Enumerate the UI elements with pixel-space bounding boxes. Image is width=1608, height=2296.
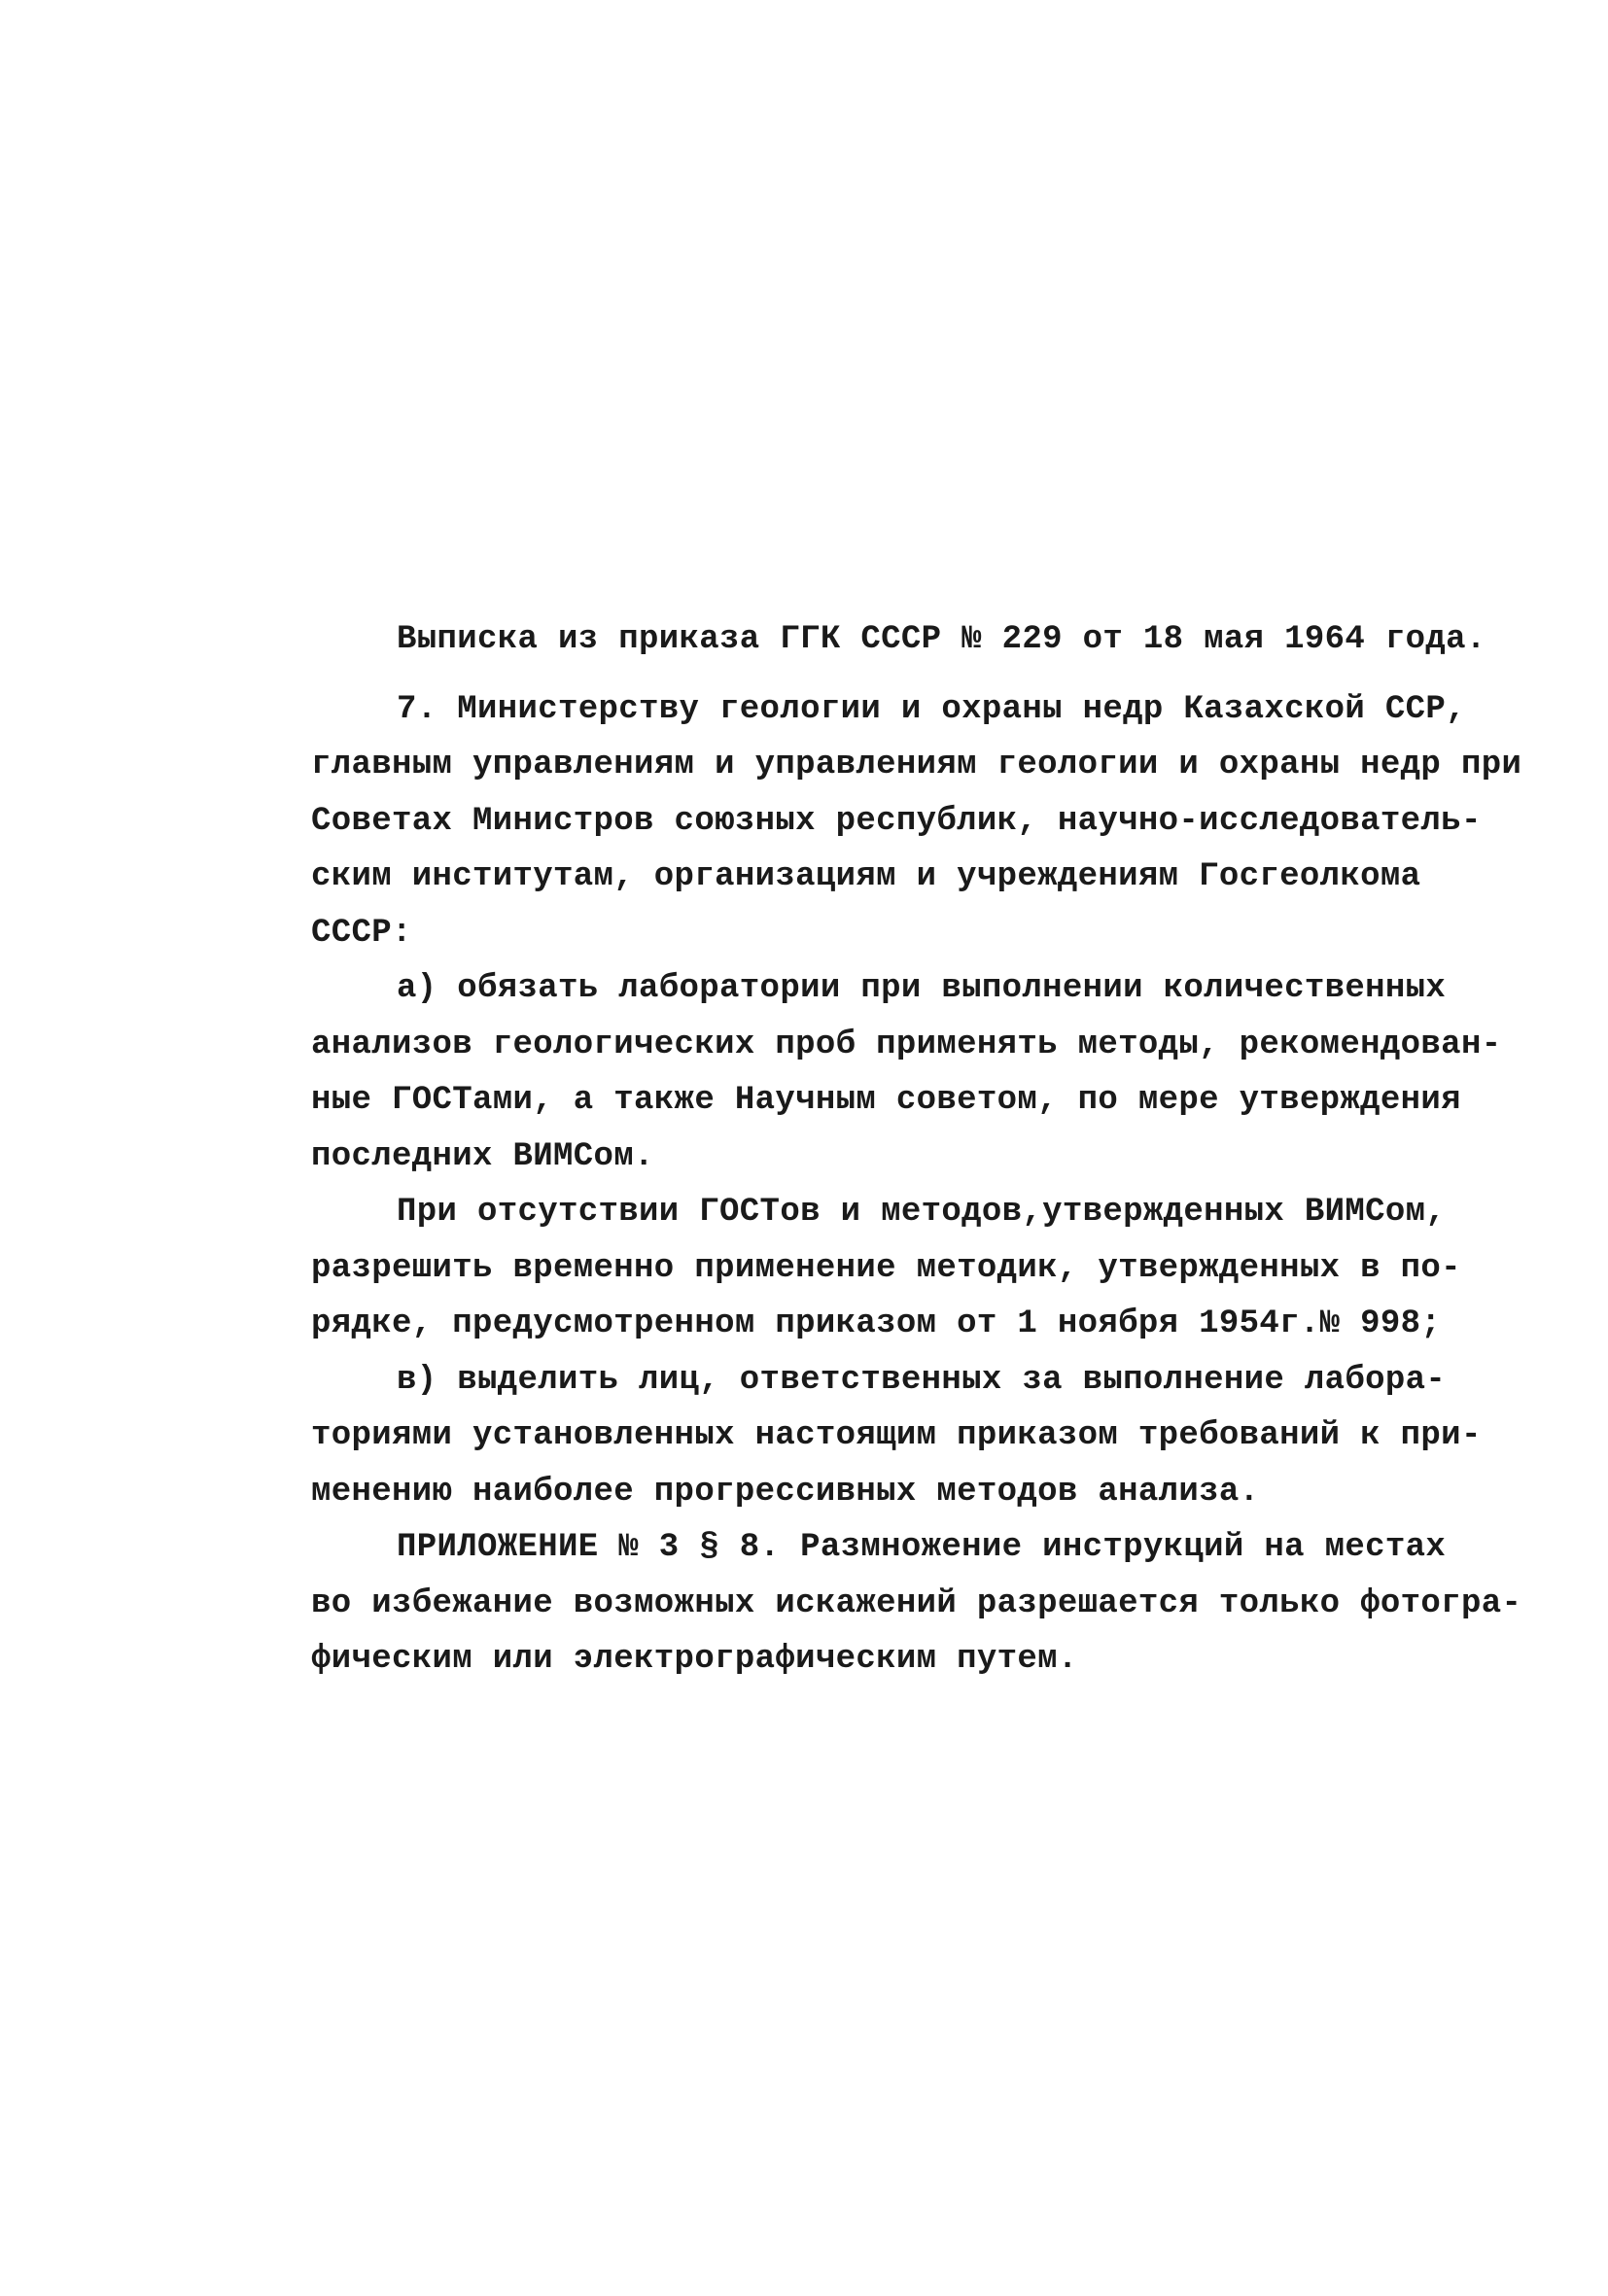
item-a-line: ные ГОСТами, а также Научным советом, по мере утверждения <box>311 1082 1461 1119</box>
section-7-line: ским институтам, организациям и учреждениям Госгеолкома <box>311 858 1421 895</box>
section-7-line: Советах Министров союзных республик, научно-исследователь- <box>311 802 1482 840</box>
section-7-line: главным управлениям и управлениям геологии и охраны недр при <box>311 747 1522 783</box>
appendix-line: фическим или электрографическим путем. <box>311 1641 1078 1678</box>
item-a-line: последних ВИМСом. <box>311 1137 654 1175</box>
absence-clause-line: разрешить временно применение методик, утвержденных в по- <box>311 1249 1461 1287</box>
item-v-line: менению наиболее прогрессивных методов анализа. <box>311 1473 1260 1511</box>
absence-clause-line: рядке, предусмотренном приказом от 1 ноября 1954г.№ 998; <box>311 1305 1442 1342</box>
item-a-line: а) обязать лаборатории при выполнении количественных <box>397 970 1447 1007</box>
section-7-line: 7. Министерству геологии и охраны недр Казахской ССР, <box>397 690 1466 728</box>
typed-text-block <box>311 612 1522 1688</box>
appendix-line: во избежание возможных искажений разрешается только фотогра- <box>311 1584 1522 1622</box>
item-a-line: анализов геологических проб применять методы, рекомендован- <box>311 1026 1502 1063</box>
section-7-line: СССР: <box>311 914 412 952</box>
absence-clause-line: При отсутствии ГОСТов и методов,утвержденных ВИМСом, <box>397 1194 1447 1231</box>
appendix-line: ПРИЛОЖЕНИЕ № 3 § 8. Размножение инструкций на местах <box>397 1529 1447 1566</box>
item-v-line: ториями установленных настоящим приказом требований к при- <box>311 1417 1482 1454</box>
document-heading: Выписка из приказа ГГК СССР № 229 от 18 мая 1964 года. <box>397 621 1486 658</box>
item-v-line: в) выделить лиц, ответственных за выполнение лабора- <box>397 1361 1447 1399</box>
